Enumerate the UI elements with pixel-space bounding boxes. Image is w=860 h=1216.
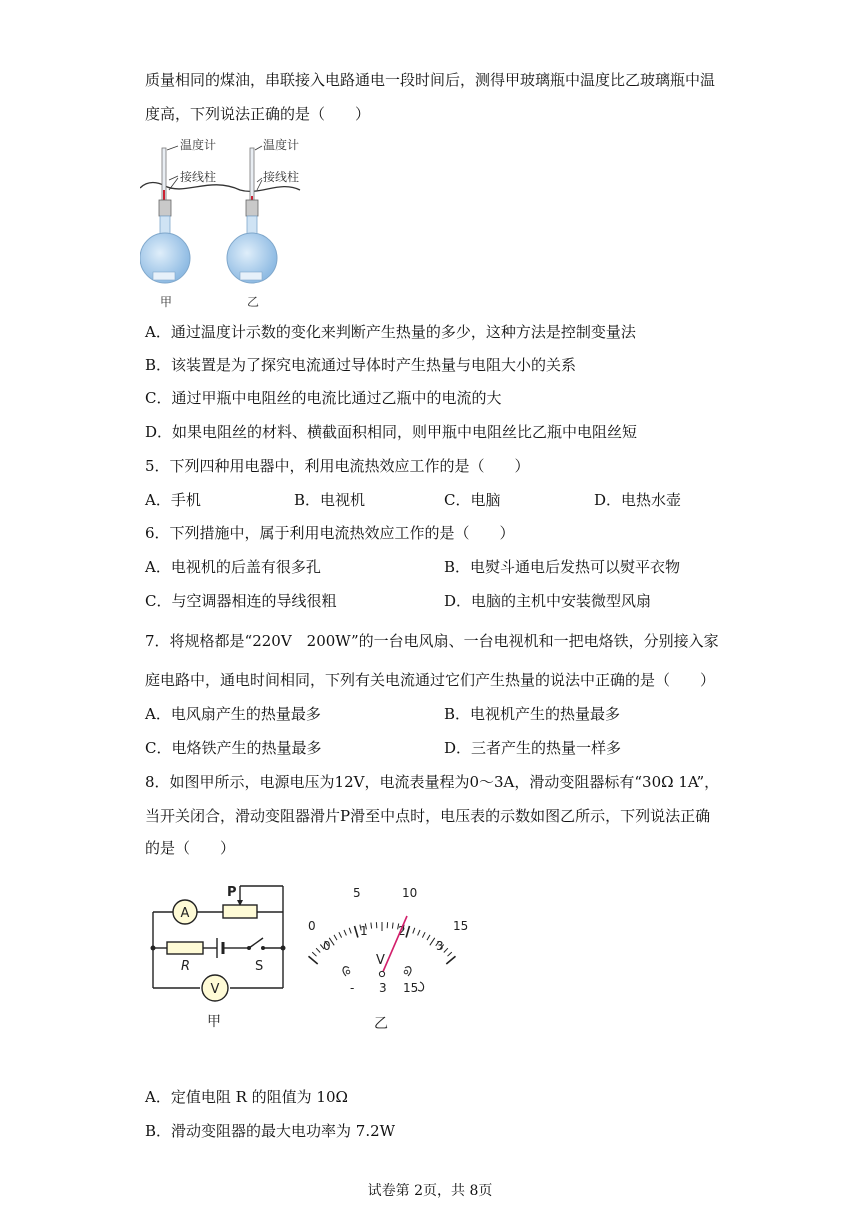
resistor-r-label: R	[181, 959, 191, 974]
q4-option-a: A．通过温度计示数的变化来判断产生热量的多少，这种方法是控制变量法	[145, 323, 636, 341]
dial-tick	[418, 930, 420, 936]
outer-label-15: 15	[453, 919, 469, 933]
q6-option-a: A．电视机的后盖有很多孔	[145, 558, 321, 576]
dial-tick	[413, 928, 415, 934]
q6-option-d: D．电脑的主机中安装微型风扇	[444, 592, 652, 610]
q4-flask-figure	[140, 130, 310, 310]
ammeter-label: A	[180, 906, 190, 921]
q4-option-b: B．该装置是为了探究电流通过导体时产生热量与电阻大小的关系	[145, 356, 577, 374]
q8-stem-line-3: 的是（ ）	[145, 839, 236, 857]
dial-unit-v: V	[376, 953, 385, 968]
dial-tick	[344, 930, 346, 936]
dial-tick	[312, 952, 316, 956]
terminal-neg-label: -	[350, 981, 355, 995]
outer-label-0: 0	[308, 919, 316, 933]
dial-tick	[349, 928, 351, 934]
dial-tick	[339, 932, 342, 937]
q7-option-c: C．电烙铁产生的热量最多	[145, 739, 322, 757]
dial-tick	[371, 923, 372, 929]
q5-option-d: D．电热水壶	[594, 491, 682, 509]
q8-option-a: A．定值电阻 R 的阻值为 10Ω	[145, 1088, 348, 1106]
q5-option-a: A．手机	[145, 491, 201, 509]
label-thermometer-2: 温度计	[263, 138, 300, 152]
terminal-3-label: 3	[379, 981, 387, 995]
q8-stem-line-2: 当开关闭合，滑动变阻器滑片P滑至中点时，电压表的示数如图乙所示，下列说法正确	[145, 807, 711, 825]
q4-stem-line-2: 度高，下列说法正确的是（ ）	[145, 105, 371, 123]
dial-caption: 乙	[374, 1016, 388, 1032]
q5-option-b: B．电视机	[294, 491, 366, 509]
inner-label-0: 0	[323, 939, 331, 953]
dial-needle	[382, 916, 407, 974]
label-jia: 甲	[160, 295, 173, 309]
voltmeter-label: V	[210, 982, 220, 997]
slider-p-label: P	[227, 885, 237, 900]
label-thermometer-1: 温度计	[180, 138, 217, 152]
flask-jia	[140, 148, 190, 283]
q4-stem-line-1: 质量相同的煤油，串联接入电路通电一段时间后，测得甲玻璃瓶中温度比乙玻璃瓶中温	[145, 71, 716, 89]
label-terminal-1: 接线柱	[180, 170, 217, 184]
q7-stem-line-1: 7．将规格都是“220V 200W”的一台电风扇、一台电视机和一把电烙铁，分别接入家	[145, 632, 719, 650]
page-footer: 试卷第 2页，共 8页	[367, 1183, 493, 1199]
outer-label-5: 5	[353, 886, 361, 900]
q7-option-b: B．电视机产生的热量最多	[444, 705, 621, 723]
q4-option-c: C．通过甲瓶中电阻丝的电流比通过乙瓶中的电流的大	[145, 389, 502, 407]
circuit-caption: 甲	[207, 1014, 221, 1030]
q5-option-c: C．电脑	[444, 491, 501, 509]
dial-tick	[355, 926, 358, 938]
dial-tick	[427, 935, 430, 940]
dial-tick	[309, 956, 318, 964]
outer-label-10: 10	[402, 886, 418, 900]
q6-option-b: B．电熨斗通电后发热可以熨平衣物	[444, 558, 681, 576]
q7-stem-line-2: 庭电路中，通电时间相同，下列有关电流通过它们产生热量的说法中正确的是（ ）	[145, 671, 716, 689]
dial-tick	[406, 926, 409, 938]
dial-tick	[446, 956, 455, 964]
q5-stem: 5．下列四种用电器中，利用电流热效应工作的是（ ）	[145, 457, 530, 475]
q8-circuit-diagram	[145, 878, 295, 1033]
dial-tick	[422, 932, 425, 937]
flask-yi	[227, 148, 277, 283]
dial-tick	[334, 935, 337, 940]
q8-stem-line-1: 8．如图甲所示，电源电压为12V，电流表量程为0～3A，滑动变阻器标有“30Ω 1A”，	[145, 773, 720, 791]
switch-s-label: S	[255, 959, 264, 974]
dial-tick	[430, 938, 435, 946]
label-yi: 乙	[247, 295, 260, 309]
dial-tick	[392, 923, 393, 929]
inner-label-1: 1	[360, 924, 368, 938]
q8-option-b: B．滑动变阻器的最大电功率为 7.2W	[145, 1122, 396, 1140]
inner-label-3: 3	[436, 939, 444, 953]
dial-tick	[448, 952, 452, 956]
dial-tick	[316, 948, 320, 952]
q4-option-d: D．如果电阻丝的材料、横截面积相同，则甲瓶中电阻丝比乙瓶中电阻丝短	[145, 423, 638, 441]
inner-label-2: 2	[398, 924, 406, 938]
q7-option-d: D．三者产生的热量一样多	[444, 739, 622, 757]
terminal-15-label: 15	[403, 981, 419, 995]
q8-voltmeter-dial	[300, 878, 480, 1033]
q6-option-c: C．与空调器相连的导线很粗	[145, 592, 337, 610]
dial-tick	[444, 948, 448, 952]
q6-stem: 6．下列措施中，属于利用电流热效应工作的是（ ）	[145, 524, 515, 542]
label-terminal-2: 接线柱	[263, 170, 300, 184]
q7-option-a: A．电风扇产生的热量最多	[145, 705, 321, 723]
